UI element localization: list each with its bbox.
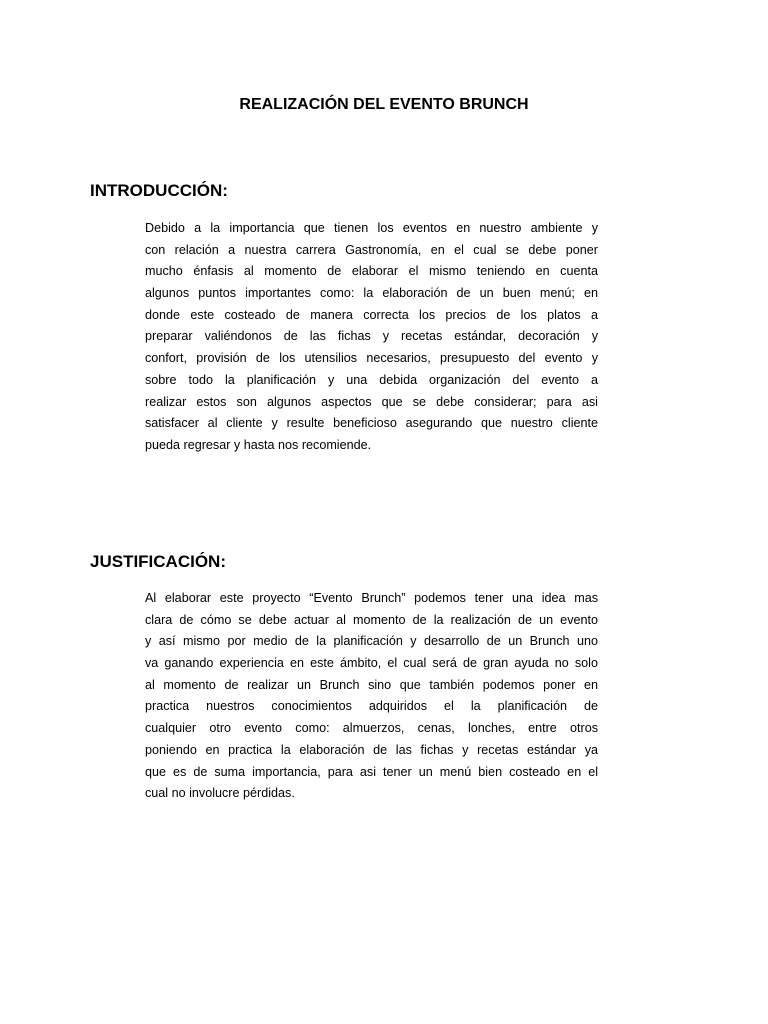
paragraph-line: realizar estos son algunos aspectos que se debe considerar; para asi (145, 394, 598, 409)
paragraph-line: clara de cómo se debe actuar al momento de la realización de un evento (145, 612, 598, 627)
paragraph-line: poniendo en practica la elaboración de las fichas y recetas estándar ya (145, 742, 598, 757)
paragraph-line: mucho énfasis al momento de elaborar el mismo teniendo en cuenta (145, 264, 598, 279)
paragraph-line: pueda regresar y hasta nos recomiende. (145, 437, 372, 452)
paragraph-line: va ganando experiencia en este ámbito, el cual será de gran ayuda no solo (145, 656, 598, 671)
paragraph-line: preparar valiéndonos de las fichas y recetas estándar, decoración y (145, 329, 598, 344)
paragraph-line: cual no involucre pérdidas. (145, 786, 295, 801)
paragraph-introduccion (145, 218, 598, 457)
paragraph-line: donde este costeado de manera correcta los precios de los platos a (145, 307, 598, 322)
paragraph-line: confort, provisión de los utensilios necesarios, presupuesto del evento y (145, 351, 598, 366)
paragraph-line: sobre todo la planificación y una debida organización del evento a (145, 372, 598, 387)
paragraph-line: con relación a nuestra carrera Gastronomía, en el cual se debe poner (145, 242, 598, 257)
document-title: REALIZACIÓN DEL EVENTO BRUNCH (239, 96, 529, 113)
paragraph-line: que es de suma importancia, para asi tener un menú bien costeado en el (145, 764, 598, 779)
paragraph-line: Debido a la importancia que tienen los eventos en nuestro ambiente y (145, 221, 598, 235)
paragraph-line: al momento de realizar un Brunch sino que también podemos poner en (145, 677, 598, 692)
paragraph-line: cualquier otro evento como: almuerzos, cenas, lonches, entre otros (145, 721, 598, 736)
section-heading-introduccion: INTRODUCCIÓN: (90, 181, 228, 200)
paragraph-justificacion (145, 588, 598, 805)
paragraph-line: Al elaborar este proyecto “Evento Brunch” podemos tener una idea mas (145, 591, 598, 605)
section-heading-justificacion: JUSTIFICACIÓN: (90, 552, 226, 571)
paragraph-line: practica nuestros conocimientos adquiridos el la planificación de (145, 699, 598, 714)
paragraph-line: satisfacer al cliente y resulte beneficioso asegurando que nuestro cliente (145, 416, 598, 431)
paragraph-line: y así mismo por medio de la planificación y desarrollo de un Brunch uno (145, 634, 598, 649)
paragraph-line: algunos puntos importantes como: la elaboración de un buen menú; en (145, 286, 598, 301)
